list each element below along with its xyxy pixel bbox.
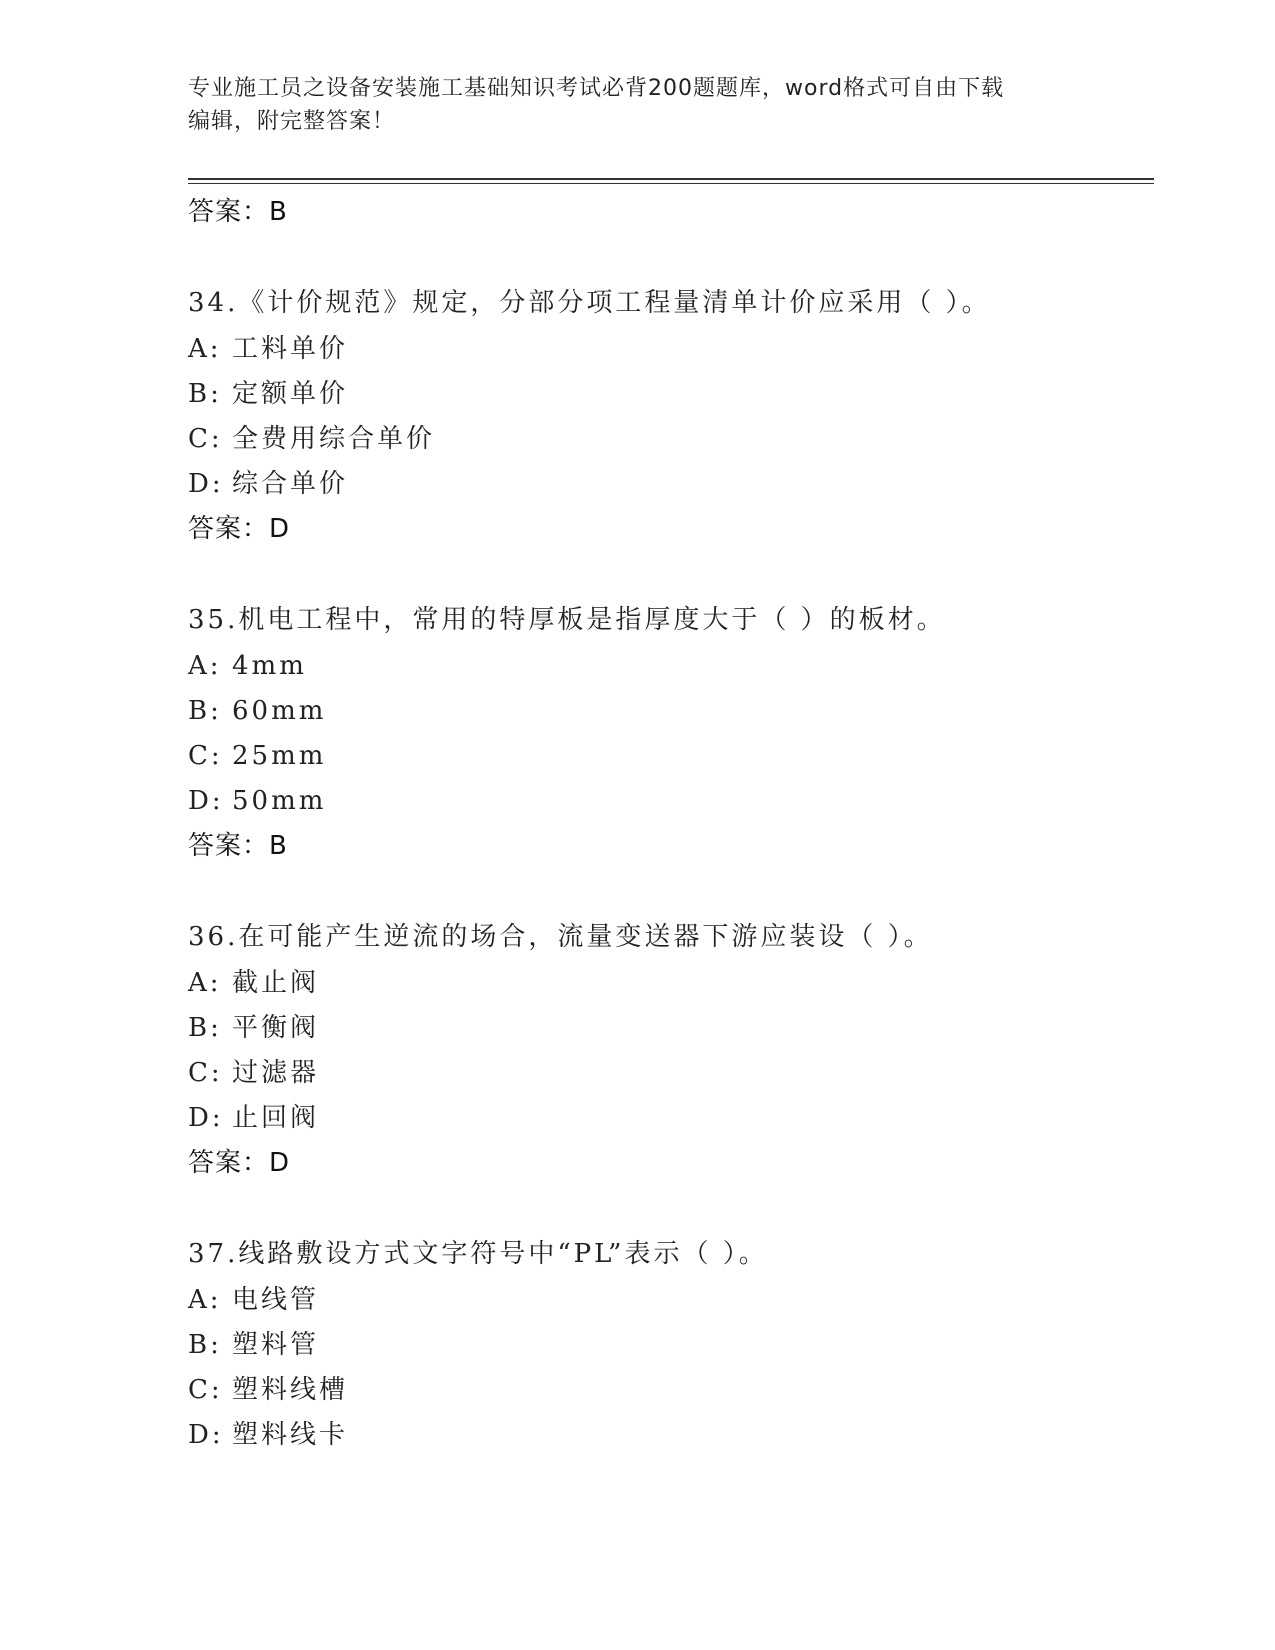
option-letter: A: (188, 651, 222, 681)
option-text: 电线管 (232, 1285, 320, 1315)
option-d (188, 1096, 1148, 1141)
option-text: 定额单价 (232, 379, 349, 409)
option-text: 60mm (232, 696, 327, 726)
option-text: 4mm (232, 651, 307, 681)
question-35 (188, 598, 1148, 870)
question-37 (188, 1232, 1148, 1458)
option-d (188, 462, 1148, 507)
option-letter: A: (188, 968, 222, 998)
option-b (188, 372, 1148, 417)
option-letter: D: (188, 1103, 224, 1133)
option-text: 平衡阀 (232, 1013, 320, 1043)
option-a (188, 1278, 1148, 1323)
option-letter: B: (188, 379, 222, 409)
question-answer: 答案：D (188, 514, 291, 544)
option-text: 综合单价 (232, 469, 349, 499)
header-title-line-1: 专业施工员之设备安装施工基础知识考试必背200题题库，word格式可自由下载 (188, 76, 1005, 101)
option-text: 50mm (232, 786, 327, 816)
option-text: 25mm (232, 741, 327, 771)
question-stem: 35.机电工程中，常用的特厚板是指厚度大于（ ）的板材。 (188, 605, 946, 635)
option-letter: C: (188, 1058, 223, 1088)
option-letter: A: (188, 1285, 222, 1315)
option-letter: C: (188, 741, 223, 771)
option-text: 过滤器 (232, 1058, 320, 1088)
option-text: 塑料线卡 (232, 1420, 349, 1450)
option-letter: D: (188, 469, 224, 499)
option-d (188, 1413, 1148, 1458)
option-letter: C: (188, 424, 223, 454)
option-letter: B: (188, 696, 222, 726)
option-letter: D: (188, 1420, 224, 1450)
option-text: 截止阀 (232, 968, 320, 998)
question-stem: 36.在可能产生逆流的场合，流量变送器下游应装设（ ）。 (188, 922, 933, 952)
question-34 (188, 281, 1148, 553)
option-letter: A: (188, 334, 222, 364)
option-d (188, 779, 1148, 824)
header-title-line-2: 编辑，附完整答案！ (188, 109, 396, 134)
question-answer: 答案：D (188, 1148, 291, 1178)
option-b (188, 1006, 1148, 1051)
option-c (188, 1051, 1148, 1096)
option-b (188, 689, 1148, 734)
option-text: 塑料管 (232, 1330, 320, 1360)
question-36 (188, 915, 1148, 1187)
header-rule-thin (188, 183, 1154, 184)
option-text: 止回阀 (232, 1103, 320, 1133)
option-c (188, 734, 1148, 779)
option-c (188, 417, 1148, 462)
option-a (188, 644, 1148, 689)
option-text: 工料单价 (232, 334, 349, 364)
option-c (188, 1368, 1148, 1413)
option-letter: B: (188, 1330, 222, 1360)
question-stem: 37.线路敷设方式文字符号中“PL”表示（ ）。 (188, 1239, 768, 1269)
option-a (188, 961, 1148, 1006)
option-letter: B: (188, 1013, 222, 1043)
option-b (188, 1323, 1148, 1368)
question-answer: 答案：B (188, 831, 288, 861)
option-letter: D: (188, 786, 224, 816)
document-header (188, 72, 1088, 138)
option-text: 全费用综合单价 (232, 424, 436, 454)
question-list (188, 190, 1148, 1458)
header-rule-thick (188, 178, 1154, 180)
question-stem: 34.《计价规范》规定，分部分项工程量清单计价应采用（ ）。 (188, 288, 991, 318)
option-a (188, 327, 1148, 372)
previous-question-answer: 答案：B (188, 197, 288, 227)
option-letter: C: (188, 1375, 223, 1405)
option-text: 塑料线槽 (232, 1375, 349, 1405)
